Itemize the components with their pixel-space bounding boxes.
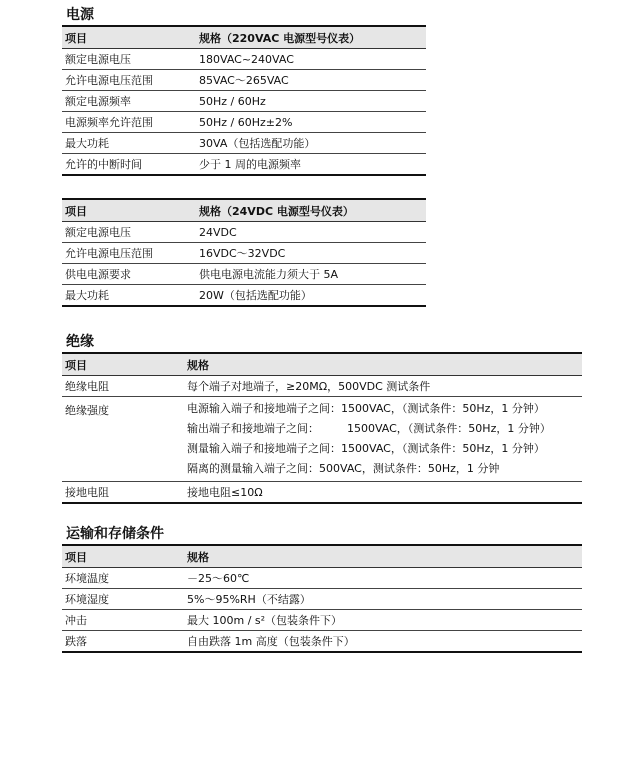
table-header-row [62, 545, 582, 568]
row-spec: 少于 1 周的电源频率 [199, 158, 301, 171]
table-row [62, 91, 426, 112]
row-item: 最大功耗 [65, 289, 109, 302]
spec-line: 电源输入端子和接地端子之间：1500VAC，（测试条件：50Hz，1 分钟） [187, 402, 545, 415]
row-spec: 供电电源电流能力须大于 5A [196, 264, 426, 285]
table-row [62, 222, 426, 243]
header-item: 项目 [62, 353, 184, 376]
table-row [62, 70, 426, 91]
table-row [62, 397, 582, 482]
row-spec: －25～60℃ [184, 568, 582, 589]
row-item: 接地电阻 [65, 486, 109, 499]
row-spec: 50Hz / 60Hz±2% [196, 112, 426, 133]
table-row [62, 610, 582, 631]
insulation-section-title: 绝缘 [66, 334, 94, 350]
table-row [62, 589, 582, 610]
table-row [62, 376, 582, 397]
row-item: 环境温度 [62, 568, 184, 589]
table-row [62, 285, 426, 307]
table-row [62, 568, 582, 589]
table-header-row [62, 353, 582, 376]
row-item: 允许电源电压范围 [62, 243, 196, 264]
ac-power-spec-table [62, 25, 426, 176]
row-item: 电源频率允许范围 [62, 112, 196, 133]
transport-spec-table [62, 544, 582, 653]
row-spec: 16VDC～32VDC [196, 243, 426, 264]
table-row [62, 49, 426, 70]
row-item: 额定电源电压 [62, 49, 196, 70]
table-header-row [62, 26, 426, 49]
spec-line: 输出端子和接地端子之间： 1500VAC，（测试条件：50Hz，1 分钟） [187, 422, 551, 435]
row-item: 最大功耗 [62, 133, 196, 154]
table-row [62, 631, 582, 653]
table-row [62, 154, 426, 176]
row-item: 绝缘强度 [62, 397, 184, 482]
row-spec: 24VDC [196, 222, 426, 243]
row-item: 跌落 [65, 635, 87, 648]
table-header-row [62, 199, 426, 222]
insulation-spec-table [62, 352, 582, 504]
header-spec: 规格（24VDC 电源型号仪表） [196, 199, 426, 222]
header-item: 项目 [62, 26, 196, 49]
row-spec: 30VA（包括选配功能） [196, 133, 426, 154]
row-spec: 5%～95%RH（不结露） [184, 589, 582, 610]
row-item: 额定电源电压 [62, 222, 196, 243]
row-spec: 最大 100m / s²（包装条件下） [184, 610, 582, 631]
row-item: 允许电源电压范围 [62, 70, 196, 91]
row-spec: 50Hz / 60Hz [196, 91, 426, 112]
dc-power-spec-table [62, 198, 426, 307]
row-item: 绝缘电阻 [62, 376, 184, 397]
header-item: 项目 [62, 199, 196, 222]
row-spec: 每个端子对地端子，≥20MΩ，500VDC 测试条件 [184, 376, 582, 397]
row-item: 环境湿度 [62, 589, 184, 610]
transport-section-title: 运输和存储条件 [66, 526, 164, 542]
spec-line: 测量输入端子和接地端子之间：1500VAC，（测试条件：50Hz，1 分钟） [187, 442, 545, 455]
header-spec: 规格 [184, 353, 582, 376]
row-spec: 85VAC～265VAC [196, 70, 426, 91]
table-row [62, 112, 426, 133]
row-spec: 20W（包括选配功能） [199, 289, 312, 302]
header-spec: 规格（220VAC 电源型号仪表） [196, 26, 426, 49]
table-row [62, 133, 426, 154]
row-spec: 180VAC~240VAC [196, 49, 426, 70]
row-item: 冲击 [62, 610, 184, 631]
header-item: 项目 [62, 545, 184, 568]
power-section-title: 电源 [66, 7, 94, 23]
row-spec-multiline [184, 397, 582, 482]
row-item: 额定电源频率 [62, 91, 196, 112]
row-item: 供电电源要求 [62, 264, 196, 285]
table-row [62, 264, 426, 285]
table-row [62, 243, 426, 264]
row-item: 允许的中断时间 [65, 158, 142, 171]
row-spec: 接地电阻≤10Ω [187, 486, 263, 499]
table-row [62, 482, 582, 504]
row-spec: 自由跌落 1m 高度（包装条件下） [187, 635, 355, 648]
header-spec: 规格 [184, 545, 582, 568]
spec-line: 隔离的测量输入端子之间：500VAC，测试条件：50Hz，1 分钟 [187, 462, 500, 475]
